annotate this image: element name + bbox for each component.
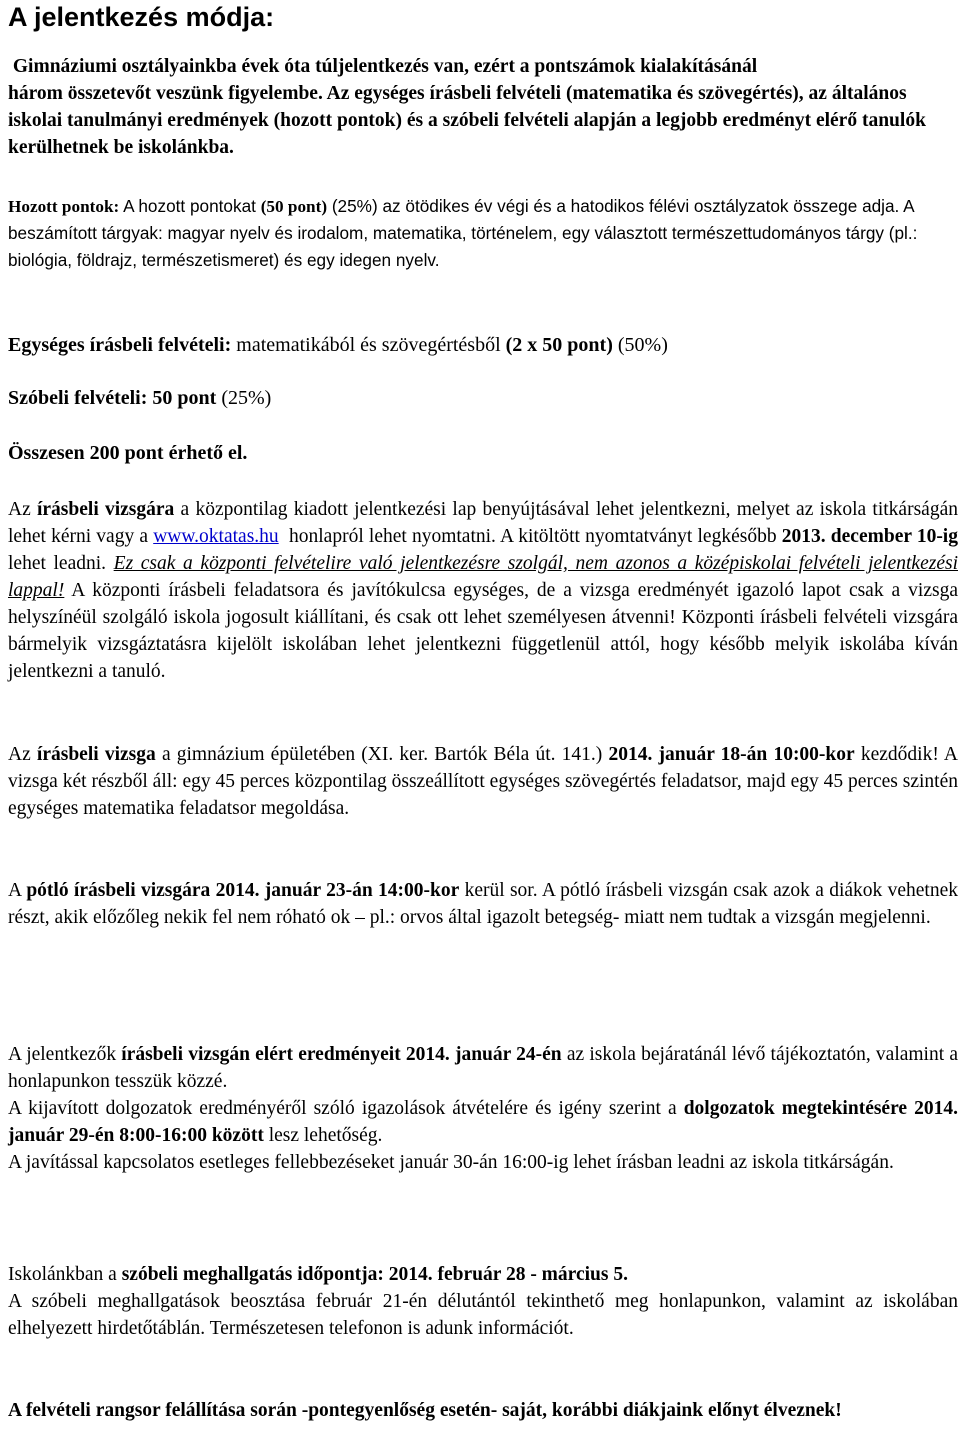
- hozott-label: Hozott pontok:: [8, 197, 120, 216]
- reg-text-3: honlapról lehet nyomtatni. A kitöltött nyomtatványt legkésőbb: [278, 526, 782, 547]
- szobeli-idopont-bold: szóbeli meghallgatás időpontja: 2014. február 28 - március 5.: [121, 1264, 628, 1285]
- exam-text-1: Az: [8, 744, 37, 765]
- intro-text: három összetevőt veszünk figyelembe. Az egységes írásbeli felvételi (matematika és szövegértés), az általános iskolai tanulmányi eredmények (hozott pontok) és a szóbeli felvételi alapján a legjobb eredményt elérő tanulók kerülhetnek be iskolánkba.: [8, 83, 926, 158]
- potlo-text-1: A: [8, 880, 27, 901]
- oktatas-link[interactable]: www.oktatas.hu: [153, 526, 279, 547]
- hozott-points: (50 pont): [260, 197, 328, 216]
- potlo-date: pótló írásbeli vizsgára 2014. január 23-án 14:00-kor: [26, 880, 460, 901]
- hozott-text-2: (25%) az ötödikes év végi és a hatodikos félévi osztályzatok összege adja. A beszámított tárgyak: magyar nyelv és irodalom, matematika, történelem, egy választott természettudományos tárgy (pl.: biológia, földrajz, természetismeret) és egy idegen nyelv.: [8, 196, 918, 270]
- eredmeny-p2-text-2: lesz lehetőség.: [263, 1125, 383, 1146]
- szobeli-text: (25%): [216, 387, 272, 409]
- potlo-text-2: kerül sor. A pótló írásbeli vizsgán csak azok a diákok vehetnek részt, akik előzőleg nekik fel nem róható ok – pl.: orvos által igazolt betegség- miatt nem tudtak a vizsgán megjelenni.: [8, 880, 958, 928]
- reg-bold-1: írásbeli vizsgára: [36, 499, 175, 520]
- intro-first-line: Gimnáziumi osztályainkba évek óta túljelentkezés van, ezért a pontszámok kialakításánál: [8, 56, 758, 77]
- exam-date: 2014. január 18-án 10:00-kor: [608, 744, 855, 765]
- exam-text-2: a gimnázium épületében (XI. ker. Bartók Béla út. 141.): [155, 744, 609, 765]
- reg-text-4: lehet leadni.: [8, 553, 114, 574]
- egyseges-points: (2 x 50 pont): [505, 334, 613, 356]
- hozott-pontok-paragraph: [8, 193, 958, 274]
- reg-text-1: Az: [8, 499, 37, 520]
- rangsor-paragraph: A felvételi rangsor felállítása során -pontegyenlőség esetén- saját, korábbi diákjaink előnyt élveznek!: [8, 1400, 842, 1421]
- szobeli-label: Szóbeli felvételi: 50 pont: [8, 387, 217, 409]
- egyseges-paragraph: [8, 332, 958, 359]
- szobeli-idopont-details: A szóbeli meghallgatások beosztása február 21-én délutántól tekinthető meg honlapunkon, valamint az iskolában elhelyezett hirdetőtáblán. Természetesen telefonon is adunk információt.: [8, 1291, 958, 1339]
- egyseges-text-1: matematikából és szövegértésből: [231, 334, 506, 356]
- szobeli-idopont-text: Iskolánkban a: [8, 1264, 122, 1285]
- egyseges-label: Egységes írásbeli felvételi:: [8, 334, 232, 356]
- szobeli-idopont-paragraph: [8, 1261, 958, 1342]
- exam-paragraph: [8, 741, 958, 822]
- exam-bold-1: írásbeli vizsga: [36, 744, 156, 765]
- reg-text-2: a központilag kiadott jelentkezési lap benyújtásával lehet jelentkezni, melyet az iskola titkárságán lehet kérni vagy a: [8, 499, 958, 547]
- eredmeny-p2-bold: dolgozatok megtekintésére 2014. január 29-én 8:00-16:00 között: [8, 1098, 959, 1146]
- eredmeny-p2: [8, 1095, 958, 1149]
- hozott-text-1: A hozott pontokat: [119, 196, 261, 216]
- osszesen-paragraph: [8, 440, 958, 467]
- eredmeny-p2-text-1: A kijavított dolgozatok eredményéről szóló igazolások átvételére és igény szerint a: [8, 1098, 684, 1119]
- szobeli-idopont-line: [8, 1261, 958, 1288]
- szobeli-paragraph: [8, 385, 958, 412]
- exam-text-3: kezdődik! A vizsga két részből áll: egy 45 perces központilag összeállított egységes szövegértés feladatsor, majd egy 45 perces szintén egységes matematika feladatsor megoldása.: [8, 744, 959, 819]
- eredmeny-p1-bold: írásbeli vizsgán elért eredményeit 2014. január 24-én: [121, 1044, 562, 1065]
- reg-text-5: A központi írásbeli feladatsora és javítókulcsa egységes, de a vizsga eredményét igazoló lapot csak a vizsga helyszínéül szolgáló iskola jogosult kiállítani, és csak ott lehet személyesen átvenni! Központi írásbeli felvételi vizsgára bármelyik vizsgáztatásra kijelölt iskolában lehet jelentkezni függetlenül attól, hogy később melyik iskolába kíván jelentkezni a tanuló.: [8, 580, 958, 682]
- page-title: A jelentkezés módja:: [8, 2, 275, 32]
- eredmeny-p1-text-2: az iskola bejáratánál lévő tájékoztatón, valamint a honlapunkon tesszük közzé.: [8, 1044, 958, 1092]
- egyseges-text-2: (50%): [612, 334, 668, 356]
- eredmeny-paragraph: [8, 1041, 958, 1176]
- eredmeny-p3: A javítással kapcsolatos esetleges fellebbezéseket január 30-án 16:00-ig lehet írásban leadni az iskola titkárságán.: [8, 1152, 894, 1173]
- intro-paragraph: [8, 53, 958, 161]
- potlo-paragraph: [8, 877, 958, 931]
- eredmeny-p1: [8, 1041, 958, 1095]
- osszesen-text: Összesen 200 pont érhető el.: [8, 442, 248, 464]
- reg-deadline: 2013. december 10-ig: [781, 526, 958, 547]
- eredmeny-p1-text-1: A jelentkezők: [8, 1044, 122, 1065]
- reg-warning: Ez csak a központi felvételire való jelentkezésre szolgál, nem azonos a középiskolai felvételi jelentkezési lappal!: [8, 553, 958, 601]
- irasbeli-registration-paragraph: [8, 496, 958, 685]
